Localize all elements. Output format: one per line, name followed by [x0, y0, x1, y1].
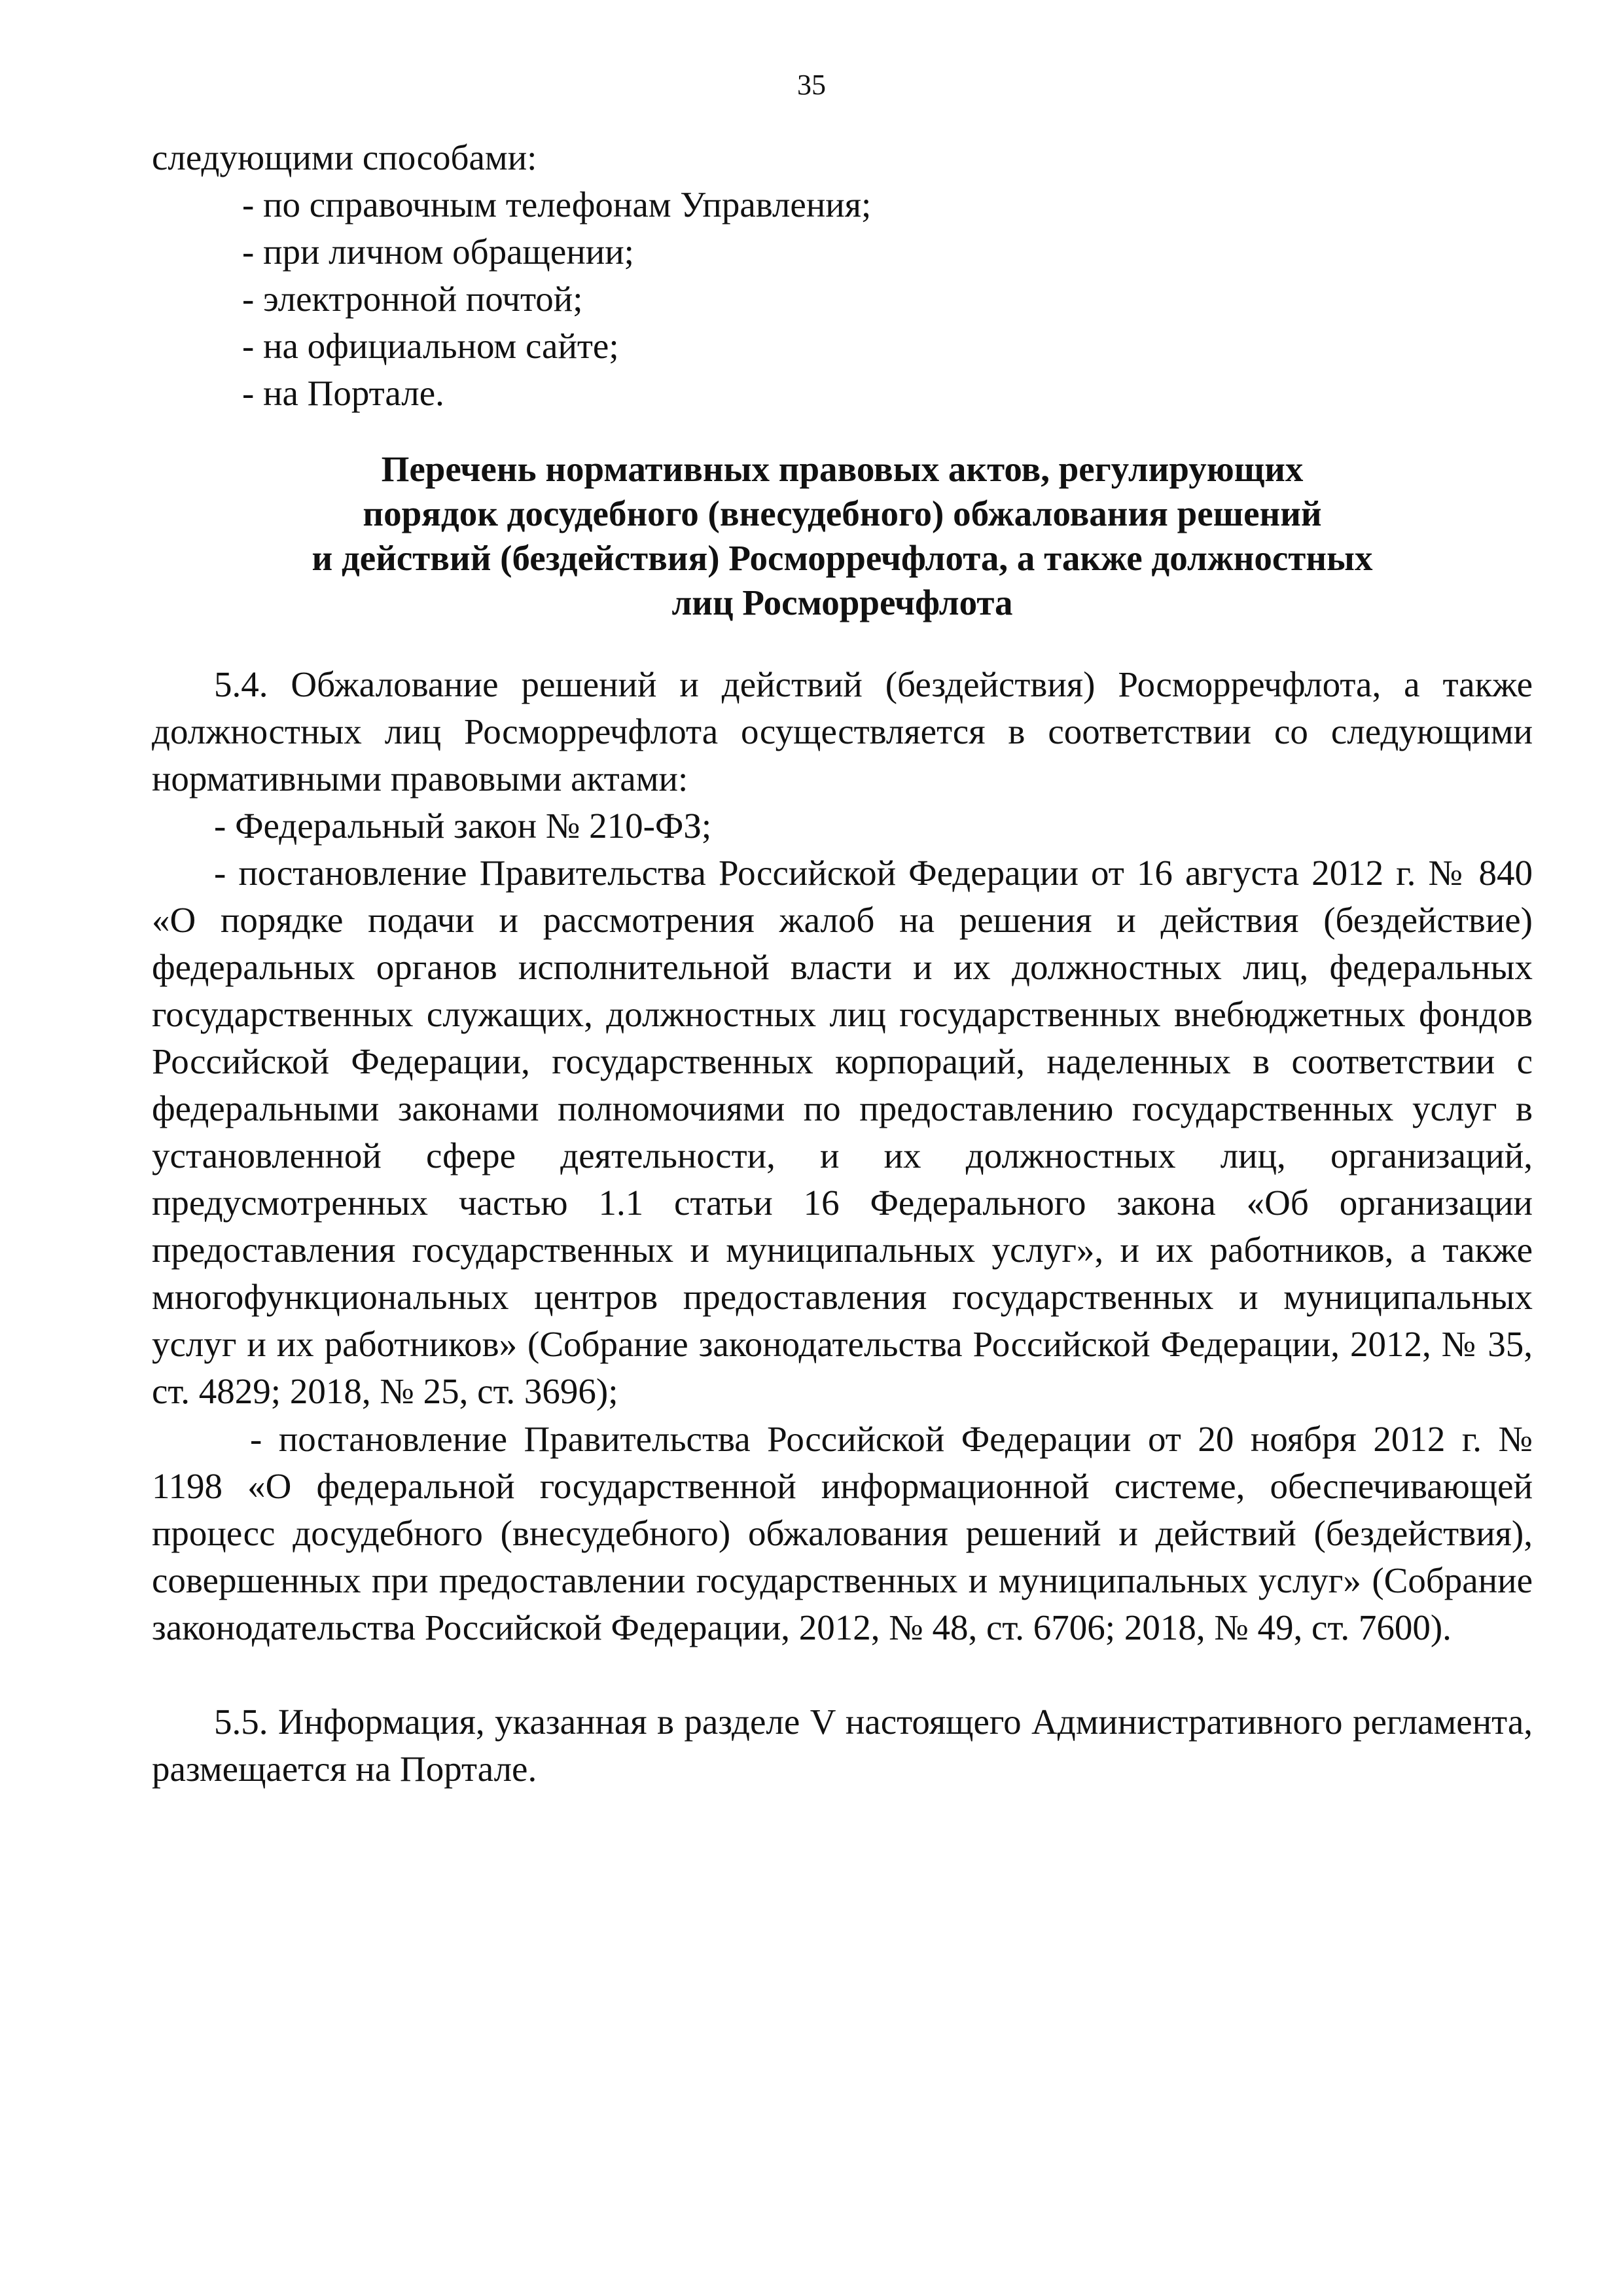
contact-methods-list: [242, 181, 871, 417]
paragraph-resolution-840: - постановление Правительства Российской Федерации от 16 августа 2012 г. № 840 «О порядке подачи и рассмотрения жалоб на решения и действия (бездействие) федеральных органов исполнительной власти и их должностных лиц, федеральных государственных служащих, должностных лиц государственных внебюджетных фондов Российской Федерации, государственных корпораций, наделенных в соответствии с федеральными законами полномочиями по предоставлению государственных услуг в установленной сфере деятельности, и их должностных лиц, организаций, предусмотренных частью 1.1 статьи 16 Федерального закона «Об организации предоставления государственных и муниципальных услуг», и их работников, а также многофункциональных центров предоставления государственных и муниципальных услуг и их работников» (Собрание законодательства Российской Федерации, 2012, № 35, ст. 4829; 2018, № 25, ст. 3696);: [152, 853, 1533, 1411]
list-item: - по справочным телефонам Управления;: [242, 185, 872, 224]
paragraph-5-4: 5.4. Обжалование решений и действий (бездействия) Росморречфлота, а также должностных лиц Росморречфлота осуществляется в соответствии со следующими нормативными правовыми актами:: [152, 664, 1533, 798]
section-heading: [152, 447, 1533, 625]
list-item: - при личном обращении;: [242, 232, 634, 272]
list-item: - на официальном сайте;: [242, 326, 619, 366]
list-item-federal-law: - Федеральный закон № 210-ФЗ;: [214, 806, 712, 846]
page-number: 35: [797, 69, 826, 101]
paragraph-5-5: 5.5. Информация, указанная в разделе V настоящего Административного регламента, размещается на Портале.: [152, 1702, 1533, 1789]
section-heading-line: порядок досудебного (внесудебного) обжалования решений: [363, 493, 1322, 533]
list-item: - на Портале.: [242, 373, 444, 413]
list-item: - электронной почтой;: [242, 279, 583, 319]
section-heading-line: и действий (бездействия) Росморречфлота, а также должностных: [312, 538, 1373, 578]
section-heading-line: лиц Росморречфлота: [671, 583, 1013, 622]
section-heading-line: Перечень нормативных правовых актов, регулирующих: [381, 449, 1304, 489]
paragraph-resolution-1198: - постановление Правительства Российской Федерации от 20 ноября 2012 г. № 1198 «О федеральной государственной информационной системе, обеспечивающей процесс досудебного (внесудебного) обжалования решений и действий (бездействия), совершенных при предоставлении государственных и муниципальных услуг» (Собрание законодательства Российской Федерации, 2012, № 48, ст. 6706; 2018, № 49, ст. 7600).: [152, 1419, 1533, 1647]
intro-text: следующими способами:: [152, 137, 537, 177]
